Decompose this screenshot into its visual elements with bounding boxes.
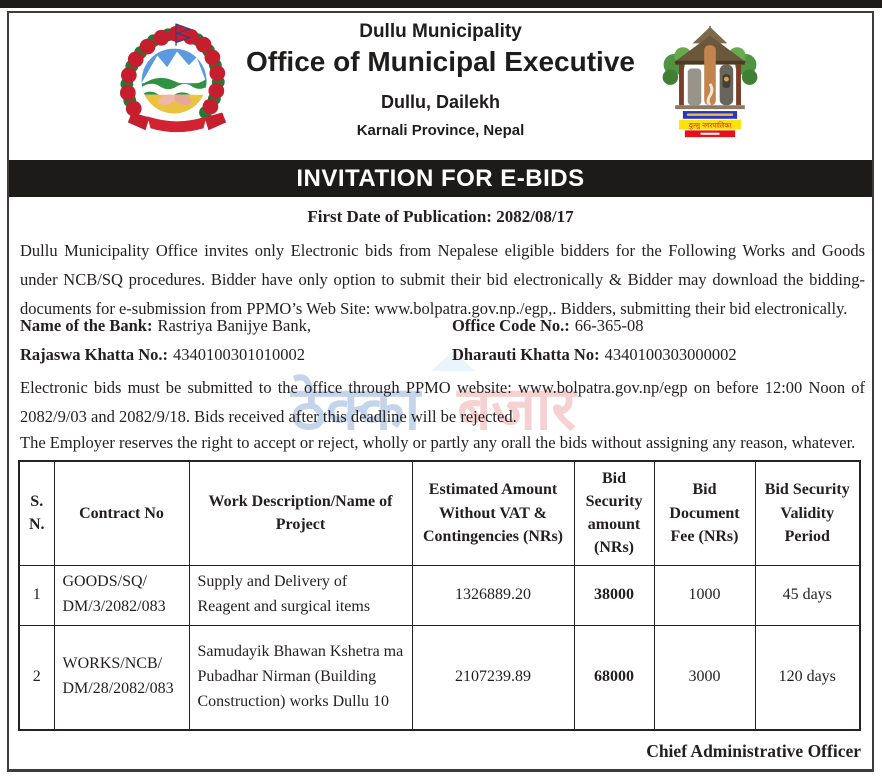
work-description-cell: Supply and Delivery of Reagent and surgical items: [189, 565, 412, 625]
office-code-value: 66-365-08: [574, 316, 644, 335]
bank-name-label: Name of the Bank:: [20, 316, 153, 335]
watermark-word-1: ठेक्का: [291, 374, 421, 444]
col-header-contract-no: Contract No: [54, 461, 189, 565]
rights-paragraph: The Employer reserves the right to accept or reject, wholly or partly any orall the bids without assigning any reason, whatever.: [20, 433, 856, 452]
rajaswa-khatta-label: Rajaswa Khatta No.:: [20, 345, 169, 364]
signature-line: Chief Administrative Officer: [646, 741, 861, 761]
bank-name-value: Rastriya Banijye Bank,: [157, 316, 311, 335]
work-description-cell: Samudayik Bhawan Kshetra ma Pubadhar Nirman (Building Construction) works Dullu 10: [189, 625, 412, 730]
municipality-logo-caption: दुल्लु नगरपालिका: [688, 121, 732, 130]
bids-table: [18, 460, 861, 731]
header-province: Karnali Province, Nepal: [356, 122, 525, 139]
contract-no-cell: GOODS/SQ/ DM/3/2082/083: [54, 565, 189, 625]
col-header-estimated-amount: Estimated Amount Without VAT & Contingencies (NRs): [412, 461, 574, 565]
top-black-bar: [0, 0, 882, 8]
validity-cell: 45 days: [755, 565, 860, 625]
table-row: [19, 625, 860, 730]
notice-page: [7, 11, 874, 772]
dharauti-khatta-value: 4340100303000002: [604, 345, 737, 364]
bid-security-cell: 38000: [574, 565, 654, 625]
sn-cell: 2: [19, 625, 54, 730]
header-office-name: Office of Municipal Executive: [246, 46, 635, 77]
contract-no-cell: WORKS/NCB/ DM/28/2082/083: [54, 625, 189, 730]
invitation-banner: INVITATION FOR E-BIDS: [9, 160, 872, 197]
intro-paragraph: Dullu Municipality Office invites only Electronic bids from Nepalese eligible bidders for the Following Works and Goods under NCB/SQ procedures. Bidder have only option to submit their bid electronically & Bidder may download the bidding-documents for e-submission from PPMO’s Web Site: www.bolpatra.gov.np./egp,. Bidders, submitting their bid electronically.: [20, 241, 865, 318]
table-row: [19, 565, 860, 625]
estimated-amount-cell: 2107239.89: [412, 625, 574, 730]
document-fee-cell: 3000: [654, 625, 755, 730]
col-header-bid-security: Bid Security amount (NRs): [574, 461, 654, 565]
sn-cell: 1: [19, 565, 54, 625]
dharauti-khatta-label: Dharauti Khatta No:: [452, 345, 600, 364]
bids-table-container: [18, 460, 859, 731]
col-header-work-description: Work Description/Name of Project: [189, 461, 412, 565]
col-header-sn: S. N.: [19, 461, 54, 565]
bank-details-row-1: [20, 316, 865, 336]
estimated-amount-cell: 1326889.20: [412, 565, 574, 625]
publication-date-line: First Date of Publication: 2082/08/17: [307, 207, 574, 226]
document-fee-cell: 1000: [654, 565, 755, 625]
bank-details-row-2: [20, 345, 865, 365]
rajaswa-khatta-value: 4340100301010002: [173, 345, 306, 364]
col-header-document-fee: Bid Document Fee (NRs): [654, 461, 755, 565]
col-header-validity: Bid Security Validity Period: [755, 461, 860, 565]
table-header-row: [19, 461, 860, 565]
office-code-label: Office Code No.:: [452, 316, 570, 335]
header-municipality-name: Dullu Municipality: [359, 21, 522, 42]
watermark-word-2: बजार: [457, 374, 576, 444]
bid-security-cell: 68000: [574, 625, 654, 730]
submission-paragraph: Electronic bids must be submitted to the office through PPMO website: www.bolpatra.gov.np/egp on before 12:00 Noon of 2082/9/03 and 2082/9/18. Bids received after this deadline will be rejected.: [20, 378, 865, 426]
header-location: Dullu, Dailekh: [380, 92, 501, 112]
validity-cell: 120 days: [755, 625, 860, 730]
